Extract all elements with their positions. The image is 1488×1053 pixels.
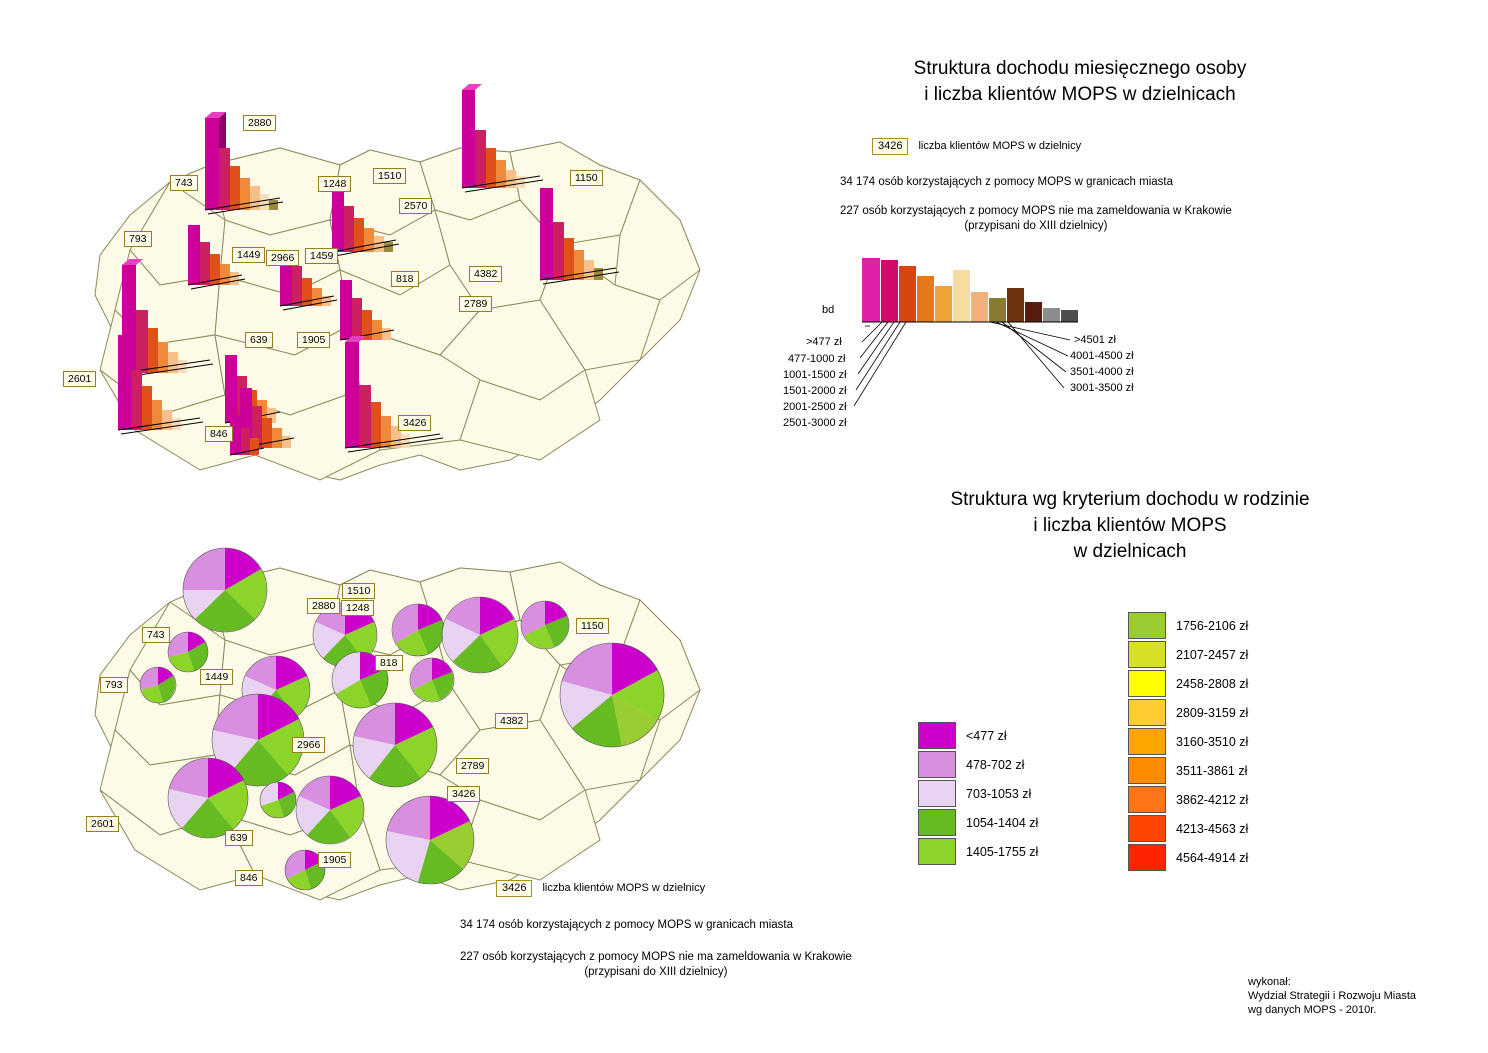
chart1-note-unregistered-line1: 227 osób korzystających z pomocy MOPS nie ma zameldowania w Krakowie — [840, 205, 1232, 217]
district-count-label: 3426 — [398, 415, 431, 431]
legend-swatch-4 — [918, 838, 956, 865]
legend-item — [1128, 757, 1248, 784]
legend-label-income-0: 1756-2106 zł — [1176, 618, 1249, 633]
chart2-note-unregistered-line2: (przypisani do XIII dzielnicy) — [584, 966, 728, 978]
chart1-title — [760, 56, 1400, 108]
chart1-legend-bars-svg — [862, 250, 1102, 330]
legend-swatch-income-8 — [1128, 844, 1166, 871]
legend-label-1: 478-702 zł — [966, 757, 1025, 772]
district-count-label: 1510 — [373, 168, 406, 184]
legend-swatch-1 — [918, 751, 956, 778]
footer-credits — [1248, 975, 1416, 1017]
district-count-label: 743 — [142, 627, 170, 643]
district-count-label: 793 — [124, 231, 152, 247]
legend-label-income-8: 4564-4914 zł — [1176, 850, 1249, 865]
chart2-note-unregistered — [460, 950, 852, 980]
legend-count-box: 3426 — [496, 880, 532, 897]
chart1-left-label-2: 1001-1500 zł — [783, 369, 847, 381]
legend-item — [1128, 670, 1248, 697]
district-count-label: 639 — [245, 332, 273, 348]
legend-item — [1128, 844, 1248, 871]
legend-swatch-income-4 — [1128, 728, 1166, 755]
legend-label-2: 703-1053 zł — [966, 786, 1032, 801]
map1-label-layer — [40, 70, 740, 490]
chart1-bd-label: bd — [822, 304, 835, 316]
legend-label-income-1: 2107-2457 zł — [1176, 647, 1249, 662]
legend-swatch-income-1 — [1128, 641, 1166, 668]
legend-item — [1128, 612, 1248, 639]
chart1-note-unregistered-line2: (przypisani do XIII dzielnicy) — [964, 220, 1108, 232]
district-count-label: 2601 — [63, 371, 96, 387]
chart1-left-label-3: 1501-2000 zł — [783, 385, 847, 397]
district-count-label: 2789 — [459, 296, 492, 312]
district-count-label: 818 — [391, 271, 419, 287]
legend-label-income-2: 2458-2808 zł — [1176, 676, 1249, 691]
chart1-legend-countbox-row — [872, 138, 1081, 155]
chart1-left-label-0: >477 zł — [806, 336, 842, 348]
chart1-note-total: 34 174 osób korzystających z pomocy MOPS w granicach miasta — [840, 176, 1174, 188]
legend-count-box: 3426 — [872, 138, 908, 155]
district-count-label: 4382 — [495, 713, 528, 729]
chart2-legend-income — [1128, 612, 1248, 873]
legend-swatch-2 — [918, 780, 956, 807]
legend-item — [1128, 815, 1248, 842]
chart2-note-unregistered-line1: 227 osób korzystających z pomocy MOPS nie ma zameldowania w Krakowie — [460, 951, 852, 963]
district-count-label: 1449 — [232, 247, 265, 263]
chart1-left-label-4: 2001-2500 zł — [783, 401, 847, 413]
chart1-left-label-1: 477-1000 zł — [788, 353, 846, 365]
district-count-label: 2880 — [243, 115, 276, 131]
district-count-label: 3426 — [447, 786, 480, 802]
legend-label-3: 1054-1404 zł — [966, 815, 1039, 830]
legend-swatch-income-5 — [1128, 757, 1166, 784]
legend-label-income-4: 3160-3510 zł — [1176, 734, 1249, 749]
footer-line2: Wydział Strategii i Rozwoju Miasta — [1248, 990, 1417, 1002]
district-count-label: 1150 — [576, 618, 609, 634]
chart1-left-label-5: 2501-3000 zł — [783, 417, 847, 429]
legend-item — [918, 751, 1038, 778]
legend-label-income-6: 3862-4212 zł — [1176, 792, 1249, 807]
legend-label-0: <477 zł — [966, 728, 1007, 743]
legend-swatch-income-2 — [1128, 670, 1166, 697]
chart1-right-label-0: >4501 zł — [1074, 334, 1116, 346]
district-count-label: 1150 — [570, 170, 603, 186]
chart2-title — [810, 487, 1450, 565]
legend-swatch-income-7 — [1128, 815, 1166, 842]
district-count-label: 2966 — [266, 250, 299, 266]
legend-item — [1128, 786, 1248, 813]
chart2-title-line3: w dzielnicach — [1073, 541, 1187, 562]
chart1-title-line2: i liczba klientów MOPS w dzielnicach — [924, 84, 1236, 105]
district-count-label: 2880 — [307, 598, 340, 614]
district-count-label: 1459 — [305, 248, 338, 264]
chart1-title-line1: Struktura dochodu miesięcznego osoby — [913, 58, 1247, 79]
chart1-legend-bars — [862, 250, 1102, 330]
district-count-label: 846 — [235, 870, 263, 886]
legend-swatch-3 — [918, 809, 956, 836]
legend-swatch-income-3 — [1128, 699, 1166, 726]
legend-item — [918, 780, 1038, 807]
district-count-label: 1248 — [318, 176, 351, 192]
district-count-label: 2570 — [399, 198, 432, 214]
legend-item — [918, 838, 1038, 865]
chart1-note-unregistered — [840, 204, 1232, 234]
chart2-legend-countbox-row — [496, 880, 705, 897]
chart1-right-label-1: 4001-4500 zł — [1070, 350, 1134, 362]
chart1-right-label-3: 3001-3500 zł — [1070, 382, 1134, 394]
district-count-label: 846 — [205, 426, 233, 442]
legend-item — [918, 722, 1038, 749]
legend-item — [1128, 728, 1248, 755]
chart2-note-total: 34 174 osób korzystających z pomocy MOPS w granicach miasta — [460, 919, 794, 931]
legend-label-income-5: 3511-3861 zł — [1176, 763, 1248, 778]
district-count-label: 1510 — [342, 583, 375, 599]
legend-swatch-income-6 — [1128, 786, 1166, 813]
legend-item — [1128, 641, 1248, 668]
legend-count-text: liczba klientów MOPS w dzielnicy — [542, 882, 706, 894]
legend-label-income-7: 4213-4563 zł — [1176, 821, 1249, 836]
district-count-label: 1248 — [341, 600, 374, 616]
district-count-label: 1449 — [200, 669, 233, 685]
legend-label-4: 1405-1755 zł — [966, 844, 1039, 859]
district-count-label: 793 — [100, 677, 128, 693]
chart1-legend-labels — [783, 304, 1190, 430]
map2-label-layer — [40, 540, 760, 960]
chart2-title-line2: i liczba klientów MOPS — [1033, 515, 1227, 536]
footer-line3: wg danych MOPS - 2010r. — [1248, 1004, 1377, 1016]
district-count-label: 818 — [375, 655, 403, 671]
district-count-label: 639 — [225, 830, 253, 846]
district-count-label: 1905 — [297, 332, 330, 348]
legend-swatch-0 — [918, 722, 956, 749]
district-count-label: 743 — [170, 175, 198, 191]
chart2-title-line1: Struktura wg kryterium dochodu w rodzinie — [950, 489, 1310, 510]
legend-item — [918, 809, 1038, 836]
legend-swatch-income-0 — [1128, 612, 1166, 639]
district-count-label: 4382 — [469, 266, 502, 282]
district-count-label: 2966 — [292, 737, 325, 753]
chart1-right-label-2: 3501-4000 zł — [1070, 366, 1134, 378]
district-count-label: 1905 — [318, 852, 351, 868]
legend-item — [1128, 699, 1248, 726]
footer-line1: wykonał: — [1248, 976, 1291, 988]
chart2-legend-pie — [918, 722, 1038, 867]
district-count-label: 2601 — [86, 816, 119, 832]
legend-count-text: liczba klientów MOPS w dzielnicy — [918, 140, 1082, 152]
district-count-label: 2789 — [456, 758, 489, 774]
legend-label-income-3: 2809-3159 zł — [1176, 705, 1249, 720]
